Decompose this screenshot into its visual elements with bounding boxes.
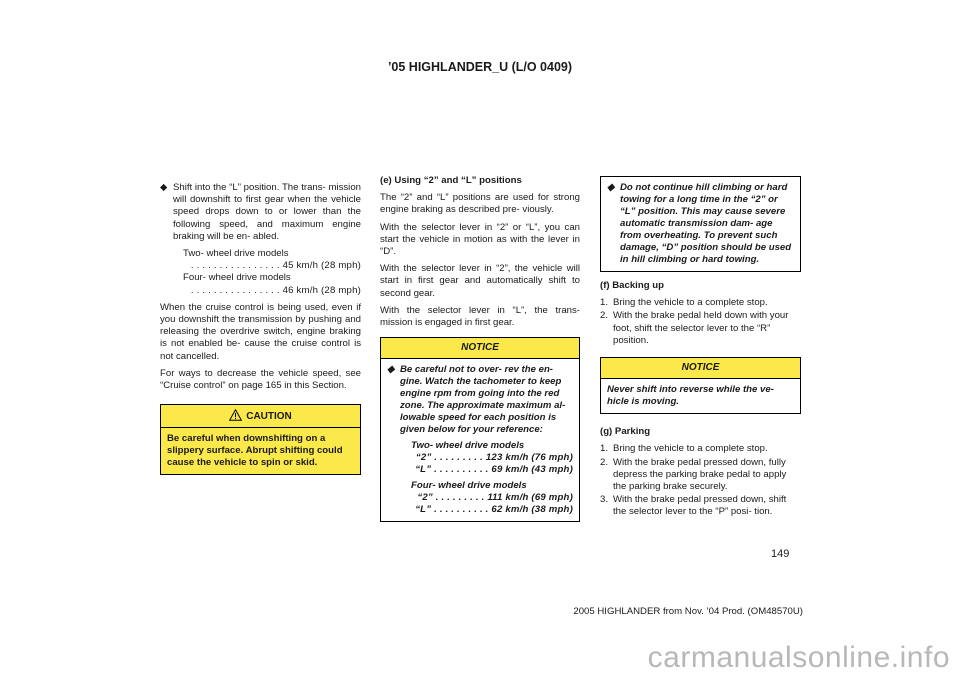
spec-value: . . . . . . . . . . . . . . . . 46 km/h (28 mph) — [190, 284, 361, 296]
left-column — [160, 182, 361, 475]
watermark: carmanualsonline.info — [647, 641, 950, 674]
diamond-bullet-icon: ◆ — [607, 182, 615, 193]
spec-two-wheel — [183, 248, 361, 272]
page-header: ’05 HIGHLANDER_U (L/O 0409) — [387, 60, 573, 74]
notice-continued-box — [600, 176, 801, 272]
paragraph: When the cruise control is being used, even if you downshift the transmission by pushing and releasing the overdrive switch, engine braking is not enabled be- cause the cruise control is not cancelled. — [160, 301, 361, 362]
notice-title: NOTICE — [601, 358, 800, 379]
paragraph: With the selector lever in “2” or “L”, you can start the vehicle in motion as with the lever in “D”. — [380, 221, 580, 258]
speed-value: “2” . . . . . . . . . 111 km/h (69 mph) — [417, 492, 573, 504]
list-item: 2. With the brake pedal held down with your foot, shift the selector lever to the “R” position. — [600, 310, 789, 346]
notice-box — [600, 357, 801, 414]
notice-bullet — [607, 182, 794, 266]
paragraph: With the selector lever in “2”, the vehicle will start in first gear and automatically shift to second gear. — [380, 263, 580, 299]
paragraph: The “2” and “L” positions are used for strong engine braking as described pre- viously. — [380, 192, 580, 216]
parking-steps — [600, 443, 801, 518]
diamond-bullet-icon: ◆ — [160, 182, 168, 193]
middle-column — [380, 175, 580, 522]
notice-text: Be careful not to over- rev the en- gine. Watch the tachometer to keep engine rpm from going into the red zone. The approximate maximum al- lowable speed for each position is given below for your reference: — [400, 364, 566, 436]
right-column — [600, 176, 801, 524]
notice-bullet — [387, 364, 573, 436]
caution-text: Be careful when downshifting on a slippery surface. Abrupt shifting could cause the vehicle to spin or skid. — [167, 433, 343, 469]
speed-label: Two- wheel drive models — [411, 440, 525, 452]
two-wheel-speeds — [411, 440, 573, 476]
list-item: 1. Bring the vehicle to a complete stop. — [600, 443, 768, 455]
section-heading: (e) Using “2” and “L” positions — [380, 175, 522, 186]
list-item: 3. With the brake pedal pressed down, shift the selector lever to the “P” posi- tion. — [600, 494, 787, 518]
bullet-item — [160, 182, 361, 243]
caution-title-text: CAUTION — [246, 411, 292, 423]
section-heading: (g) Parking — [600, 426, 651, 438]
backing-steps — [600, 297, 801, 347]
four-wheel-speeds — [411, 480, 573, 516]
list-item: 2. With the brake pedal pressed down, fully depress the parking brake pedal to apply the parking brake securely. — [600, 456, 787, 493]
warning-triangle-icon — [229, 409, 242, 421]
list-item: 1. Bring the vehicle to a complete stop. — [600, 297, 768, 309]
page-footer: 2005 HIGHLANDER from Nov. ’04 Prod. (OM48570U) — [573, 606, 803, 617]
spec-four-wheel — [183, 272, 361, 296]
bullet-text: Shift into the “L” position. The trans- mission will downshift to first gear when the vehicle speed drops down to or lower than the following speed, and maximum engine braking will be en- abled. — [173, 182, 361, 242]
caution-title — [161, 405, 360, 428]
notice-title: NOTICE — [381, 338, 579, 359]
notice-text: Do not continue hill climbing or hard towing for a long time in the “2” or “L” position. This may cause severe automatic transmission dam- age from overheating. To prevent such damage, “D” position should be used in hill climbing or hard towing. — [620, 182, 792, 265]
diamond-bullet-icon: ◆ — [387, 364, 395, 376]
speed-value: “2” . . . . . . . . . 123 km/h (76 mph) — [415, 452, 573, 464]
notice-body — [601, 177, 800, 271]
spec-value: . . . . . . . . . . . . . . . . 45 km/h (28 mph) — [190, 260, 361, 272]
speed-value: “L” . . . . . . . . . . 62 km/h (38 mph) — [415, 504, 573, 516]
paragraph: With the selector lever in “L”, the trans- mission is engaged in first gear. — [380, 304, 580, 329]
speed-label: Four- wheel drive models — [411, 480, 527, 492]
paragraph: For ways to decrease the vehicle speed, see “Cruise control” on page 165 in this Section. — [160, 367, 361, 392]
section-heading: (f) Backing up — [600, 280, 664, 291]
notice-body — [381, 359, 579, 521]
speed-value: “L” . . . . . . . . . . 69 km/h (43 mph) — [415, 464, 573, 476]
notice-box — [380, 337, 580, 522]
caution-box — [160, 404, 361, 475]
page-number: 149 — [771, 548, 790, 560]
spec-label: Four- wheel drive models — [183, 272, 291, 284]
notice-text: Never shift into reverse while the ve- hicle is moving. — [607, 384, 774, 408]
spec-label: Two- wheel drive models — [183, 248, 289, 260]
